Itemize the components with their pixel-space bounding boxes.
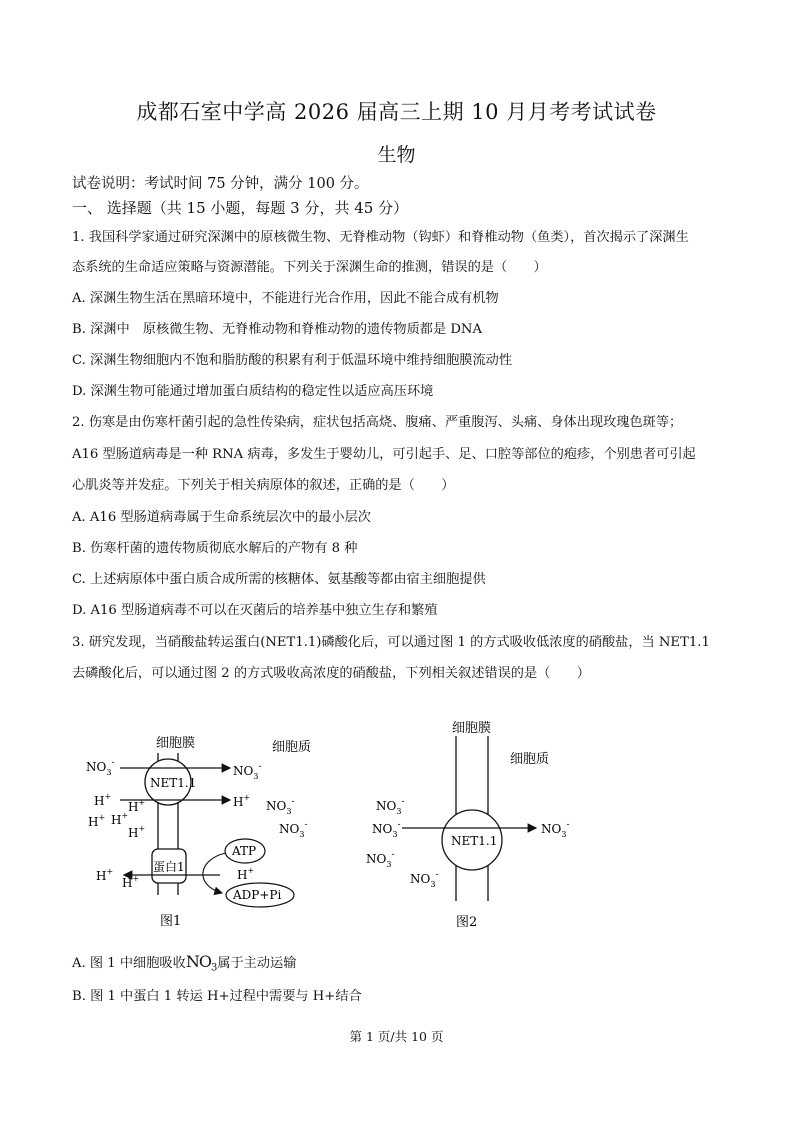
fig1-atp-label: ATP bbox=[232, 844, 257, 858]
q3-option-b: B. 图 1 中蛋白 1 转运 H+过程中需要与 H+结合 bbox=[72, 989, 362, 1004]
fig1-atp-curve bbox=[203, 853, 226, 893]
fig2-caption: 图2 bbox=[456, 915, 478, 930]
fig1-net-label: NET1.1 bbox=[150, 776, 197, 790]
q3-stem-line-1: 3. 研究发现，当硝酸盐转运蛋白(NET1.1)磷酸化后，可以通过图 1 的方式吸收低浓度的硝酸盐，当 NET1.1 bbox=[72, 635, 710, 650]
fig1-cytoplasm-label: 细胞质 bbox=[272, 740, 312, 755]
fig1-no3-c2: $NO_3^-$ bbox=[279, 820, 308, 839]
exam-subject: 生物 bbox=[377, 144, 416, 166]
fig1-h-5: H+ bbox=[128, 824, 146, 840]
q3-option-a-formula: NO bbox=[185, 952, 211, 971]
exam-instructions: 试卷说明：考试时间 75 分钟，满分 100 分。 bbox=[72, 176, 369, 192]
q3-option-a-before: A. 图 1 中细胞吸收 bbox=[72, 956, 186, 971]
q1-stem-line-1: 1. 我国科学家通过研究深渊中的原核微生物、无脊椎动物（钩虾）和脊椎动物（鱼类），首次揭示了深渊生 bbox=[72, 230, 689, 245]
q1-option-c: C. 深渊生物细胞内不饱和脂肪酸的积累有利于低温环境中维持细胞膜流动性 bbox=[72, 353, 513, 368]
section-heading: 一、 选择题（共 15 小题，每题 3 分，共 45 分） bbox=[72, 199, 409, 217]
fig2-no3-out: $NO_3^-$ bbox=[541, 820, 570, 839]
fig1-h-3: H+ bbox=[88, 813, 106, 829]
fig1-h-out: H+ bbox=[96, 867, 114, 883]
fig1-h-4: H+ bbox=[111, 811, 129, 827]
q2-stem-line-1: 2. 伤寒是由伤寒杆菌引起的急性传染病，症状包括高烧、腹痛、严重腹泻、头痛、身体出现玫瑰色斑等； bbox=[72, 415, 683, 430]
fig1-h-in: H+ bbox=[237, 866, 255, 882]
fig2-no3-2: $NO_3^-$ bbox=[372, 820, 401, 839]
q1-option-d: D. 深渊生物可能通过增加蛋白质结构的稳定性以适应高压环境 bbox=[72, 384, 434, 399]
figure-2-diagram bbox=[360, 716, 600, 936]
fig2-no3-4: $NO_3^-$ bbox=[410, 870, 439, 889]
fig2-cytoplasm-label: 细胞质 bbox=[510, 752, 550, 767]
q2-option-b: B. 伤寒杆菌的遗传物质彻底水解后的产物有 8 种 bbox=[72, 541, 358, 556]
fig1-no3-left: $NO_3^-$ bbox=[86, 758, 115, 777]
q3-option-a-sub: 3 bbox=[210, 962, 218, 974]
fig2-net-label: NET1.1 bbox=[451, 834, 498, 848]
fig1-membrane-label: 细胞膜 bbox=[156, 736, 196, 751]
fig2-no3-1: $NO_3^-$ bbox=[376, 797, 405, 816]
fig1-no3-right: $NO_3^-$ bbox=[233, 762, 262, 781]
q2-option-a: A. A16 型肠道病毒属于生命系统层次中的最小层次 bbox=[72, 510, 371, 525]
q3-stem-line-2: 去磷酸化后，可以通过图 2 的方式吸收高浓度的硝酸盐，下列相关叙述错误的是（ ） bbox=[72, 666, 590, 681]
fig1-h-2: H+ bbox=[128, 798, 146, 814]
fig1-no3-c1: $NO_3^-$ bbox=[266, 797, 295, 816]
q2-option-c: C. 上述病原体中蛋白质合成所需的核糖体、氨基酸等都由宿主细胞提供 bbox=[72, 572, 486, 587]
q3-option-a bbox=[72, 954, 732, 974]
exam-title: 成都石室中学高 2026 届高三上期 10 月月考考试试卷 bbox=[136, 100, 657, 124]
q2-option-d: D. A16 型肠道病毒不可以在灭菌后的培养基中独立生存和繁殖 bbox=[72, 603, 438, 618]
q1-option-b: B. 深渊中 原核微生物、无脊椎动物和脊椎动物的遗传物质都是 DNA bbox=[72, 322, 482, 337]
fig1-adp-label: ADP+Pi bbox=[233, 888, 282, 902]
fig1-h-right: H+ bbox=[233, 793, 251, 809]
figure-1-diagram bbox=[80, 725, 370, 935]
q2-stem-line-3: 心肌炎等并发症。下列关于相关病原体的叙述，正确的是（ ） bbox=[72, 478, 455, 493]
page-footer: 第 1 页/共 10 页 bbox=[349, 1029, 444, 1044]
fig1-h-1: H+ bbox=[94, 792, 112, 808]
fig1-protein1-label: 蛋白1 bbox=[153, 860, 185, 874]
fig2-membrane-label: 细胞膜 bbox=[452, 721, 492, 736]
fig1-caption: 图1 bbox=[160, 914, 182, 929]
q3-option-a-after: 属于主动运输 bbox=[217, 956, 297, 971]
q1-option-a: A. 深渊生物生活在黑暗环境中，不能进行光合作用，因此不能合成有机物 bbox=[72, 291, 499, 306]
q1-stem-line-2: 态系统的生命适应策略与资源潜能。下列关于深渊生命的推测，错误的是（ ） bbox=[72, 260, 547, 275]
fig2-no3-3: $NO_3^-$ bbox=[366, 850, 395, 869]
q2-stem-line-2: A16 型肠道病毒是一种 RNA 病毒，多发生于婴幼儿，可引起手、足、口腔等部位的疱疹，个别患者可引起 bbox=[72, 447, 696, 462]
fig1-h-out-2: H+ bbox=[122, 874, 140, 890]
